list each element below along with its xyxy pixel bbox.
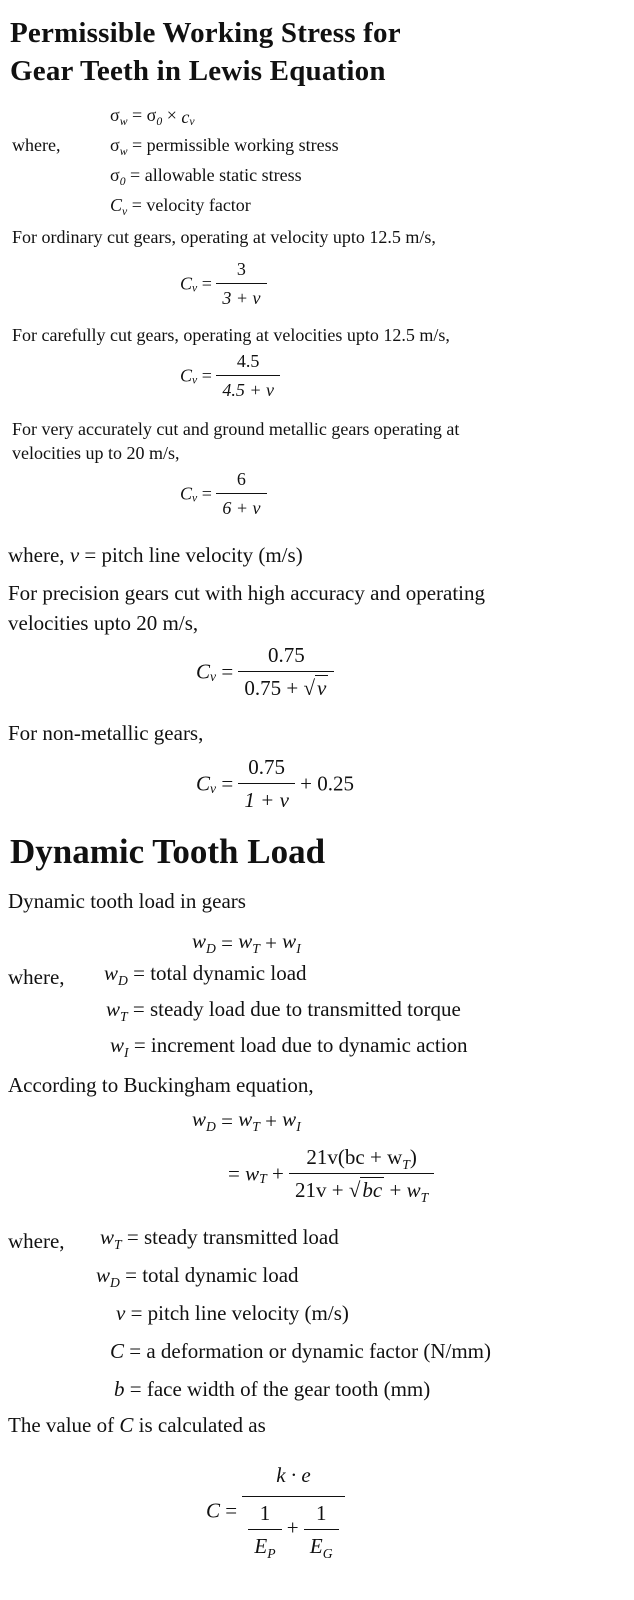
para-value-of-c: The value of C is calculated as [8,1413,266,1437]
para-carefully-cut: For carefully cut gears, operating at velocities upto 12.5 m/s, [12,325,450,345]
c-numerator: k · e [276,1463,311,1487]
para-accurate-line1: For very accurately cut and ground metallic gears operating at [12,419,460,439]
eq3-denominator: 6 + v [216,493,266,519]
buckingham-equation-line1: $w_D = w_T + w_I$ [192,1107,301,1134]
working-stress-equation: $\sigma_w = \sigma_0 \times c_v$ [110,105,195,129]
def-sigma-0: $\sigma_0$ = allowable static stress [110,165,302,189]
eq1-denominator: 3 + v [216,283,266,309]
para-accurate-line2: velocities up to 20 m/s, [12,443,180,463]
buckingham-denominator-text: 21v + [295,1178,344,1202]
def-wI-text: = increment load due to dynamic action [133,1033,468,1057]
def2-b: b = face width of the gear tooth (mm) [114,1377,431,1401]
buckingham-equation-line2: = $w_T$ + $\frac{21v(bc + w_T)}{21v + √bc + w_T}$ [228,1144,434,1203]
equation-nonmetallic: $C_v$ = $\frac{0.75}{1 + v}$ + 0.25 [196,755,355,812]
dynamic-load-equation: $w_D = w_T + w_I$ [192,929,301,956]
para-value-pre: The value of [8,1413,115,1437]
para-precision-line2: velocities upto 20 m/s, [8,611,199,635]
def-wT: $w_T$ = steady load due to transmitted torque [106,997,461,1024]
equation-accurate: $C_v$ = $\frac{6}{6 + v}$ [180,468,267,519]
para-buckingham: According to Buckingham equation, [8,1073,314,1097]
eq4-numerator: 0.75 [268,643,305,667]
eq5-tail: + 0.25 [300,771,355,796]
def-sigma-w: $\sigma_w$ = permissible working stress [110,135,339,159]
equation-carefully-cut: $C_v$ = $\frac{4.5}{4.5 + v}$ [180,350,280,401]
sqrt-symbol: √v [303,676,327,700]
equation-ordinary-cut: $C_v$ = $\frac{3}{3 + v}$ [180,258,267,309]
def2-v-text: = pitch line velocity (m/s) [130,1301,349,1325]
def-sigma-w-text: = permissible working stress [132,135,339,155]
c-denominator: $\frac{1}{E_P}$ + $\frac{1}{E_G}$ [242,1496,344,1559]
def-v-text: = pitch line velocity (m/s) [84,543,303,567]
buckingham-denominator: $21v + √bc + w_T$ [289,1173,434,1203]
eq5-numerator: 0.75 [248,755,286,779]
eq1-numerator: 3 [236,259,246,279]
sqrt-bc: √bc [348,1178,383,1202]
def-cv: $C_v$ = velocity factor [110,195,251,219]
section2-title: Dynamic Tooth Load [10,832,326,871]
frac-1-ep [248,1500,281,1559]
def-wD-text: = total dynamic load [133,961,307,985]
equation-precision: $C_v$ = $\frac{0.75}{0.75 + √v}$ [196,642,334,701]
def-v-line: where, v = pitch line velocity (m/s) [8,543,303,567]
def-wI: $w_I$ = increment load due to dynamic action [110,1033,468,1060]
eq3-numerator: 6 [236,469,246,489]
frac-1-eg-num: 1 [315,1501,327,1525]
def-wD: $w_D$ = total dynamic load [104,961,307,988]
eq4-denominator [238,671,334,701]
def2-C: C = a deformation or dynamic factor (N/mm) [110,1339,491,1363]
def-cv-text: = velocity factor [131,195,251,215]
eq2-numerator: 4.5 [236,351,260,371]
para-precision-line1: For precision gears cut with high accuracy and operating [8,581,486,605]
buckingham-numerator-text: 21v(bc + w [306,1145,403,1169]
eq5-denominator: 1 + v [238,783,295,813]
frac-1-ep-den: $E_P$ [248,1529,281,1559]
para-value-post: is calculated as [138,1413,266,1437]
equation-c-factor: C = k · e $\frac{1}{E_P}$ + $\frac{1}{E_G}$ [206,1462,345,1559]
where-label-2: where, [8,965,65,989]
para-dynamic-intro: Dynamic tooth load in gears [8,889,246,913]
def2-wD-text: = total dynamic load [125,1263,299,1287]
where-label-1: where, [12,135,61,155]
eq4-denominator-text: 0.75 + [244,676,299,700]
frac-1-ep-num: 1 [259,1501,271,1525]
para-ordinary-cut: For ordinary cut gears, operating at velocity upto 12.5 m/s, [12,227,436,247]
buckingham-numerator: $21v(bc + w_T)$ [306,1145,417,1172]
section1-title-line1: Permissible Working Stress for [10,17,401,49]
def2-v: v = pitch line velocity (m/s) [116,1301,349,1325]
def2-C-text: = a deformation or dynamic factor (N/mm) [129,1339,491,1363]
def-sigma-0-text: = allowable static stress [130,165,302,185]
frac-1-eg-den: $E_G$ [304,1529,339,1559]
where-label-3: where, [8,1229,65,1253]
def2-b-text: = face width of the gear tooth (mm) [129,1377,431,1401]
section1-title-line2: Gear Teeth in Lewis Equation [10,55,386,87]
frac-1-eg [304,1500,339,1559]
def-wT-text: = steady load due to transmitted torque [132,997,461,1021]
para-nonmetallic: For non-metallic gears, [8,721,204,745]
def2-wT-text: = steady transmitted load [126,1225,339,1249]
where-label-v: where, [8,543,65,567]
eq2-denominator: 4.5 + v [216,375,280,401]
def2-wT: $w_T$ = steady transmitted load [100,1225,339,1252]
def2-wD: $w_D$ = total dynamic load [96,1263,299,1290]
